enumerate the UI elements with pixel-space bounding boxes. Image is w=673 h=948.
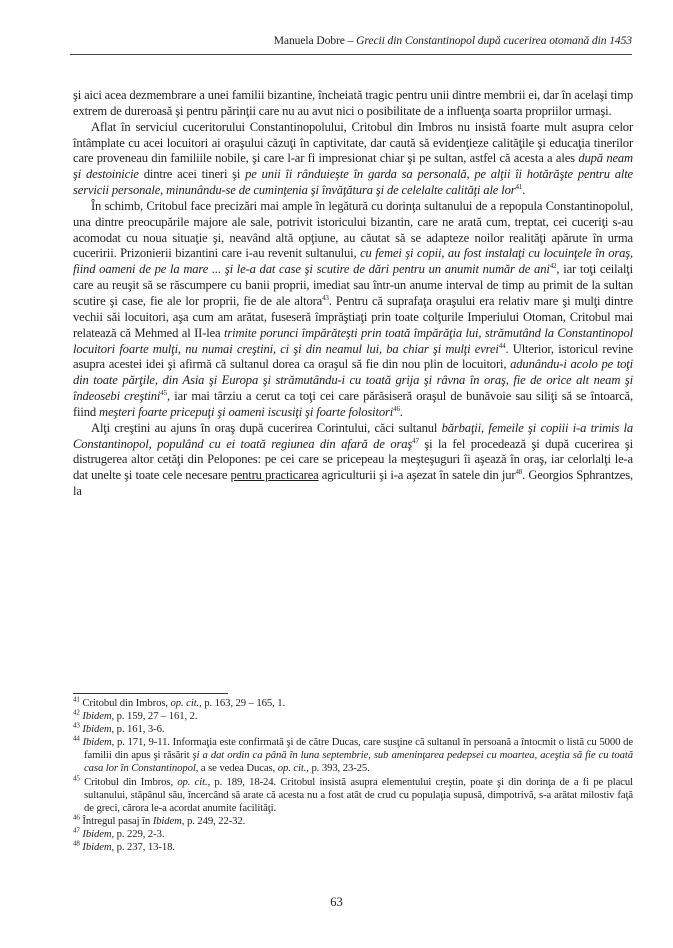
italic-run: Ibidem, bbox=[82, 827, 115, 840]
running-header bbox=[70, 34, 632, 47]
header-author: Manuela Dobre bbox=[273, 34, 345, 47]
paragraph-1: şi aici acea dezmembrare a unei familii bizantine, încheiată tragic pentru unii dintre membrii ei, dar în acelaşi timp extrem de dureroasă şi pentru părinţii care nu au avut nici o posibilitate de a influenţa soarta propriilor urmaşi. bbox=[73, 88, 633, 118]
footnote-ref[interactable]: 47 bbox=[412, 436, 419, 445]
text-run: , p. 393, 23-25. bbox=[306, 762, 370, 775]
text-run: Aflat în serviciul cuceritorului Constantinopolului, Critobul din Imbros nu insistă foarte mult asupra celor întâmplate cu acei locuitori ai oraşului căzuţi în captivitate, dar caută să evidenţieze calităţile şi educaţia tinerilor care proveneau din familiile nobile, şi care l-ar fi impresionat chiar şi pe sultan, astfel că acesta a ales bbox=[73, 119, 633, 166]
footnote-number: 45 bbox=[73, 774, 80, 782]
header-rule bbox=[70, 54, 632, 55]
text-run: , iar toţi ceilalţi care au reuşit să se răscumpere cu banii proprii, imediat sau într-un anume interval de timp au primit de la sultan scutire şi case, fie ale lor proprii, fie de ale altora bbox=[73, 262, 633, 308]
footnote-number: 46 bbox=[73, 813, 80, 822]
footnote-number: 42 bbox=[73, 708, 80, 717]
page-number: 63 bbox=[330, 895, 343, 909]
italic-run: Ibidem bbox=[82, 841, 112, 854]
footnote-ref[interactable]: 42 bbox=[549, 262, 557, 271]
italic-run: Ibidem bbox=[82, 723, 112, 736]
footnote-46 bbox=[73, 815, 633, 828]
italic-run: op. cit. bbox=[277, 762, 307, 775]
text-run: . Ulterior, istoricul revine asupra acestei idei şi afirmă că sultanul dorea ca oraşul să fie din nou plin de locuitori, bbox=[73, 341, 633, 372]
header-dash: – bbox=[344, 34, 357, 47]
footnote-ref[interactable]: 45 bbox=[160, 388, 167, 397]
text-run: , p. 159, 27 – 161, 2. bbox=[111, 710, 198, 723]
footnote-ref[interactable]: 46 bbox=[393, 404, 400, 413]
text-run: Alţi creştini au ajuns în oraş după cucerirea Corintului, căci sultanul bbox=[91, 420, 442, 435]
paragraph-3 bbox=[73, 199, 633, 421]
text-run: , p. 237, 13-18. bbox=[111, 841, 175, 854]
text-run: , iar mai târziu a cerut ca toţi cei care părăsiseră oraşul de bunăvoie sau siliţi să se întoarcă, fiind bbox=[73, 389, 633, 419]
quote-run: după neam şi destoinicie bbox=[73, 151, 633, 182]
italic-run: op. cit. bbox=[170, 697, 200, 709]
text-run: , p. 163, 29 – 165, 1. bbox=[199, 697, 286, 709]
footnote-ref[interactable]: 44 bbox=[498, 341, 506, 350]
italic-run: Ibidem bbox=[82, 710, 112, 723]
text-run: Critobul din Imbros, bbox=[79, 775, 178, 788]
text-run: p. 229, 2-3. bbox=[114, 827, 165, 840]
text-run: Întregul pasaj în bbox=[79, 814, 153, 827]
body-text bbox=[73, 88, 633, 500]
footnote-42 bbox=[73, 710, 633, 723]
text-run: . bbox=[399, 404, 403, 419]
footnote-number: 41 bbox=[73, 695, 80, 704]
text-run: În schimb, Critobul face precizări mai ample în legătură cu dorinţa sultanului de a repopula Constantinopolul, una dintre preocupările majore ale sale, potrivit istoricului bizantin, care ne arată cum, treptat, cei cuceriţi s-au acomodat cu noua situaţie şi, neavând altă opţiune, au căutat să se adapteze noilor realităţi apărute în urma cuceririi. Prizonierii bizantini care i-au revenit sultanului, bbox=[73, 198, 633, 261]
footnote-ref[interactable]: 48 bbox=[515, 468, 523, 477]
footnote-48 bbox=[73, 841, 633, 854]
quote-run: meşteri foarte pricepuţi şi oameni iscusiţi şi foarte folositori bbox=[99, 404, 394, 419]
footnote-number: 47 bbox=[73, 826, 80, 835]
footnote-rule bbox=[73, 693, 228, 694]
footnote-41 bbox=[73, 697, 633, 710]
footnote-number: 44 bbox=[73, 734, 80, 743]
italic-run: Ibidem bbox=[152, 814, 182, 827]
footnote-number: 43 bbox=[73, 721, 80, 730]
text-run: . Georgios Sphrantzes, la bbox=[73, 468, 634, 499]
paragraph-2 bbox=[73, 120, 633, 199]
italic-run: op. cit. bbox=[177, 775, 208, 788]
footnote-47 bbox=[73, 828, 633, 841]
footnotes bbox=[73, 697, 633, 854]
paragraph-4 bbox=[73, 421, 633, 500]
quote-run: cu femei şi copii, au fost instalaţi cu locuinţele în oraş, fiind oameni de pe la mare ... şi le-a dat case şi scutire de dări pentru un anumit număr de ani bbox=[73, 246, 633, 277]
quote-run: bărbaţii, femeile şi copiii i-a trimis la Constantinopol, populând cu ei toată regiunea din afară de oraş bbox=[73, 420, 633, 451]
footnote-number: 48 bbox=[73, 839, 80, 848]
quote-run: adunându-i acolo pe toţi din toate părţile, din Asia şi Europa şi strămutându-i cu toată grija şi râvna în oraş, fie de orice alt neam şi îndeosebi creştini bbox=[73, 357, 634, 404]
footnote-45 bbox=[73, 776, 633, 815]
text-run: dintre acei tineri şi bbox=[138, 167, 246, 182]
text-run: , a se vedea Ducas, bbox=[195, 762, 278, 775]
text-run: . Pentru că suprafaţa oraşului era relativ mare şi mulţi dintre vechii săi locuitori, aşa cum am arătat, fuseseră împrăştiaţi prin toate colţurile Imperiului Otoman, Critobul mai relatează că Mehmed al II-lea bbox=[73, 293, 633, 340]
italic-run: şi a dat ordin ca până în luna septembrie, sub ameninţarea pedepsei cu moartea, aceştia să fie cu toată casa lor în Constantinopol bbox=[84, 749, 633, 775]
quote-run: trimite porunci împărăteşti prin toată împărăţia lui, strămutând la Constantinopol locuitori foarte mulţi, nu numai creştini, ci şi din neamul lui, ba chiar şi mulţi evrei bbox=[73, 325, 633, 356]
footnote-44 bbox=[73, 736, 633, 775]
footnote-43 bbox=[73, 723, 633, 736]
underlined-run: pentru practicarea bbox=[230, 468, 319, 483]
quote-run: pe unii îi rânduieşte în garda sa personală, pe alţii îi hotărăşte pentru alte servicii personale, minunându-se de cuminţenia şi învăţătura şi de celelalte calităţi ale lor bbox=[73, 167, 633, 198]
italic-run: Ibidem bbox=[82, 736, 112, 749]
header-title: Grecii din Constantinopol după cucerirea otomană din 1453 bbox=[356, 34, 632, 47]
text-run: , p. 189, 18-24. Critobul insistă asupra elementului creştin, poate şi din dorinţa de a fi pe placul sultanului, stăpânul său, încercând să arate că acesta nu a fost atât de crud cu populaţia supusă, dimpotrivă, s-a arătat milostiv faţă de greci, cărora le-a acordat anumite facilităţi. bbox=[84, 775, 633, 814]
text-run: , p. 171, 9-11. Informaţia este confirmată şi de către Ducas, care susţine că sultanul în persoană a întocmit o listă cu 5000 de familii din apus şi răsărit bbox=[84, 736, 633, 762]
footnote-ref[interactable]: 43 bbox=[322, 293, 329, 302]
text-run: şi la fel procedează şi după cucerirea şi distrugerea altor cetăţi din Pelopones: pe cei care se pricepeau la meşteşuguri îi aşează în oraş, iar celorlalţi le-a dat unelte şi toate cele necesare bbox=[73, 436, 633, 483]
footnote-ref[interactable]: 41 bbox=[515, 182, 523, 191]
text-run: , p. 249, 22-32. bbox=[181, 814, 246, 827]
text-run: . bbox=[522, 183, 526, 198]
text-run: agriculturii şi i-a aşezat în satele din jur bbox=[318, 468, 516, 483]
text-run: Critobul din Imbros, bbox=[79, 697, 171, 709]
text-run: , p. 161, 3-6. bbox=[111, 723, 165, 736]
